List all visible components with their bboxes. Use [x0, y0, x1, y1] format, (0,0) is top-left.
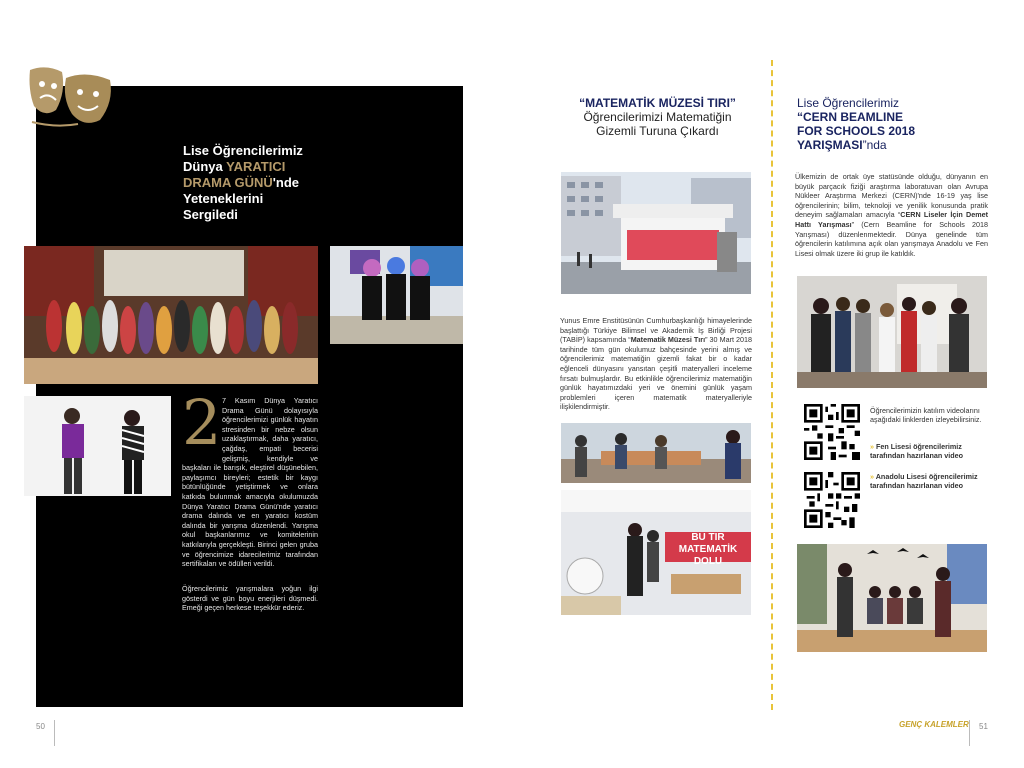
- video-link-label: Anadolu Lisesi öğrencilerimiz tarafından hazırlanan video: [870, 472, 978, 491]
- theatre-masks-icon: [26, 62, 118, 132]
- page-number-left: 50: [36, 722, 45, 731]
- column-divider: [771, 60, 773, 710]
- title-line: Dünya: [183, 159, 227, 174]
- article-paragraph: Yunus Emre Enstitüsünün Cumhurbaşkanlığı himayelerinde başlattığı Türkiye Bilimsel ve Akademik İş Birliği Projesi (TABİP) kapsamında “: [560, 316, 752, 345]
- wig-students-photo: [330, 246, 463, 344]
- cern-team-photo: [797, 276, 987, 388]
- left-article-title: [183, 143, 333, 223]
- math-truck-photo: [561, 172, 751, 294]
- article-paragraph: ” (Cern Beamline for Schools 2018 Yarışması) düzenlenmektedir. Dünya genelinde tüm öğrencilerin katılımına açık olan yarışmaya Anadolu ve Fen Lisesi olmak üzere iki grup ile katıldık.: [795, 219, 988, 258]
- truck-banner-text: BU TIR MATEMATİK DOLU: [678, 532, 738, 567]
- title-line: Lise Öğrencilerimiz: [183, 143, 303, 158]
- video-intro-text: Öğrencilerimizin katılım videolarını aşağıdaki linklerden izleyebilirsiniz.: [870, 406, 982, 425]
- title-highlight: “MATEMATİK MÜZESİ TIRI”: [579, 96, 736, 110]
- video-link-anadolu[interactable]: [870, 472, 990, 491]
- video-link-label: Fen Lisesi öğrencilerimiz tarafından hazırlanan video: [870, 442, 964, 461]
- qr-code-fen-lisesi[interactable]: [804, 404, 860, 460]
- title-line: 'nde: [272, 175, 299, 190]
- title-line: Öğrencilerimizi Matematiğin: [583, 110, 732, 124]
- article-bold: CERN Liseler İçin Demet Hattı Yarışması: [795, 210, 988, 229]
- costume-students-photo: [24, 396, 171, 496]
- title-line: Lise Öğrencilerimiz: [797, 96, 900, 110]
- article-bold: Matematik Müzesi Tırı: [630, 335, 706, 345]
- title-line: Yeteneklerini: [183, 191, 264, 206]
- left-article-thanks: Öğrencilerimiz yarışmalara yoğun ilgi gösterdi ve gün boyu enerjileri düşmedi. Emeği geçen herkese teşekkür ederiz.: [182, 584, 318, 613]
- footer-divider: [969, 720, 970, 746]
- title-highlight: “CERN BEAMLINE: [797, 110, 904, 124]
- middle-article-body: [560, 316, 752, 412]
- qr-code-anadolu-lisesi[interactable]: [804, 472, 860, 528]
- title-line: Gizemli Turuna Çıkardı: [596, 124, 719, 138]
- right-article-body: [795, 172, 988, 258]
- drop-cap-number: 2: [182, 386, 222, 459]
- title-highlight: YARATICI: [226, 159, 286, 174]
- arrow-icon: »: [870, 442, 874, 451]
- article-paragraph: ” 30 Mart 2018 tarihinde tüm gün okulumuz bahçesinde yerini almış ve öğrencilerimiz matematiğin gizemli fakat bir o kadar eğlenceli dünyasını yansıtan çeşitli materyalleri inceleme fırsatı bulmuşlardır. Bu etkinlikle öğrencilerimiz matematiğin günlük hayatımızdaki yeri ve önemini günlük yaşam problemleri içeren matematik materyalleriyle ilişkilendirmiştir.: [560, 335, 752, 412]
- title-highlight: FOR SCHOOLS 2018: [797, 124, 916, 138]
- footer-divider: [54, 720, 55, 746]
- title-line: ”nda: [862, 138, 887, 152]
- video-link-fen[interactable]: [870, 442, 988, 461]
- article-paragraph: 7 Kasım Dünya Yaratıcı Drama Günü dolayısıyla öğrencilerimizi günlük hayatın stresinden bir nebze olsun uzaklaştırmak, daha yaratıcı, çağdaş, empati becerisi gelişmiş, kendiyle ve başkaları ile barışık, eleştirel düşünebilen, paylaşımcı bireyleri; estetik bir kaygı bütünlüğünde yetiştirmek ve onlara katkıda bulunmak amacıyla okulumuzda Dünya Yaratıcı Drama Günü'nde yaratıcı drama dalında ve en yaratıcı kostüm dalında bir yarışma düzenlendi. Yarışma okul başkanlarımız ve komitelerinin katkılarıyla gerçekleşti. Birinci gelen gruba ve öğrencimize idarecilerimiz tarafından sertifikaları ve ödülleri verildi.: [182, 396, 318, 569]
- article-paragraph: Ülkemizin de ortak üye statüsünde olduğu, dünyanın en büyük parçacık fiziği araştırma laboratuvarı olan Avrupa Nükleer Araştırma Merkezi (CERN)'nde 16-19 yaş lise öğrencilerinin; bilim, teknoloji ve yenilik konusunda pratik deneyim sağlamaları amacıyla “: [795, 172, 988, 220]
- middle-article-title: [560, 96, 755, 138]
- magazine-logo: GENÇ KALEMLER: [899, 720, 969, 729]
- right-article-title: [797, 96, 987, 152]
- page-number-right: 51: [979, 722, 988, 731]
- cern-team2-photo: [797, 544, 987, 652]
- title-line: Sergiledi: [183, 207, 238, 222]
- left-article-body: [182, 386, 318, 596]
- drop-cap-space: [182, 386, 222, 459]
- math-exhibition-photo: [561, 423, 751, 483]
- title-highlight: DRAMA GÜNÜ: [183, 175, 273, 190]
- arrow-icon: »: [870, 472, 874, 481]
- drama-group-photo: [24, 246, 318, 384]
- title-highlight: YARIŞMASI: [797, 138, 863, 152]
